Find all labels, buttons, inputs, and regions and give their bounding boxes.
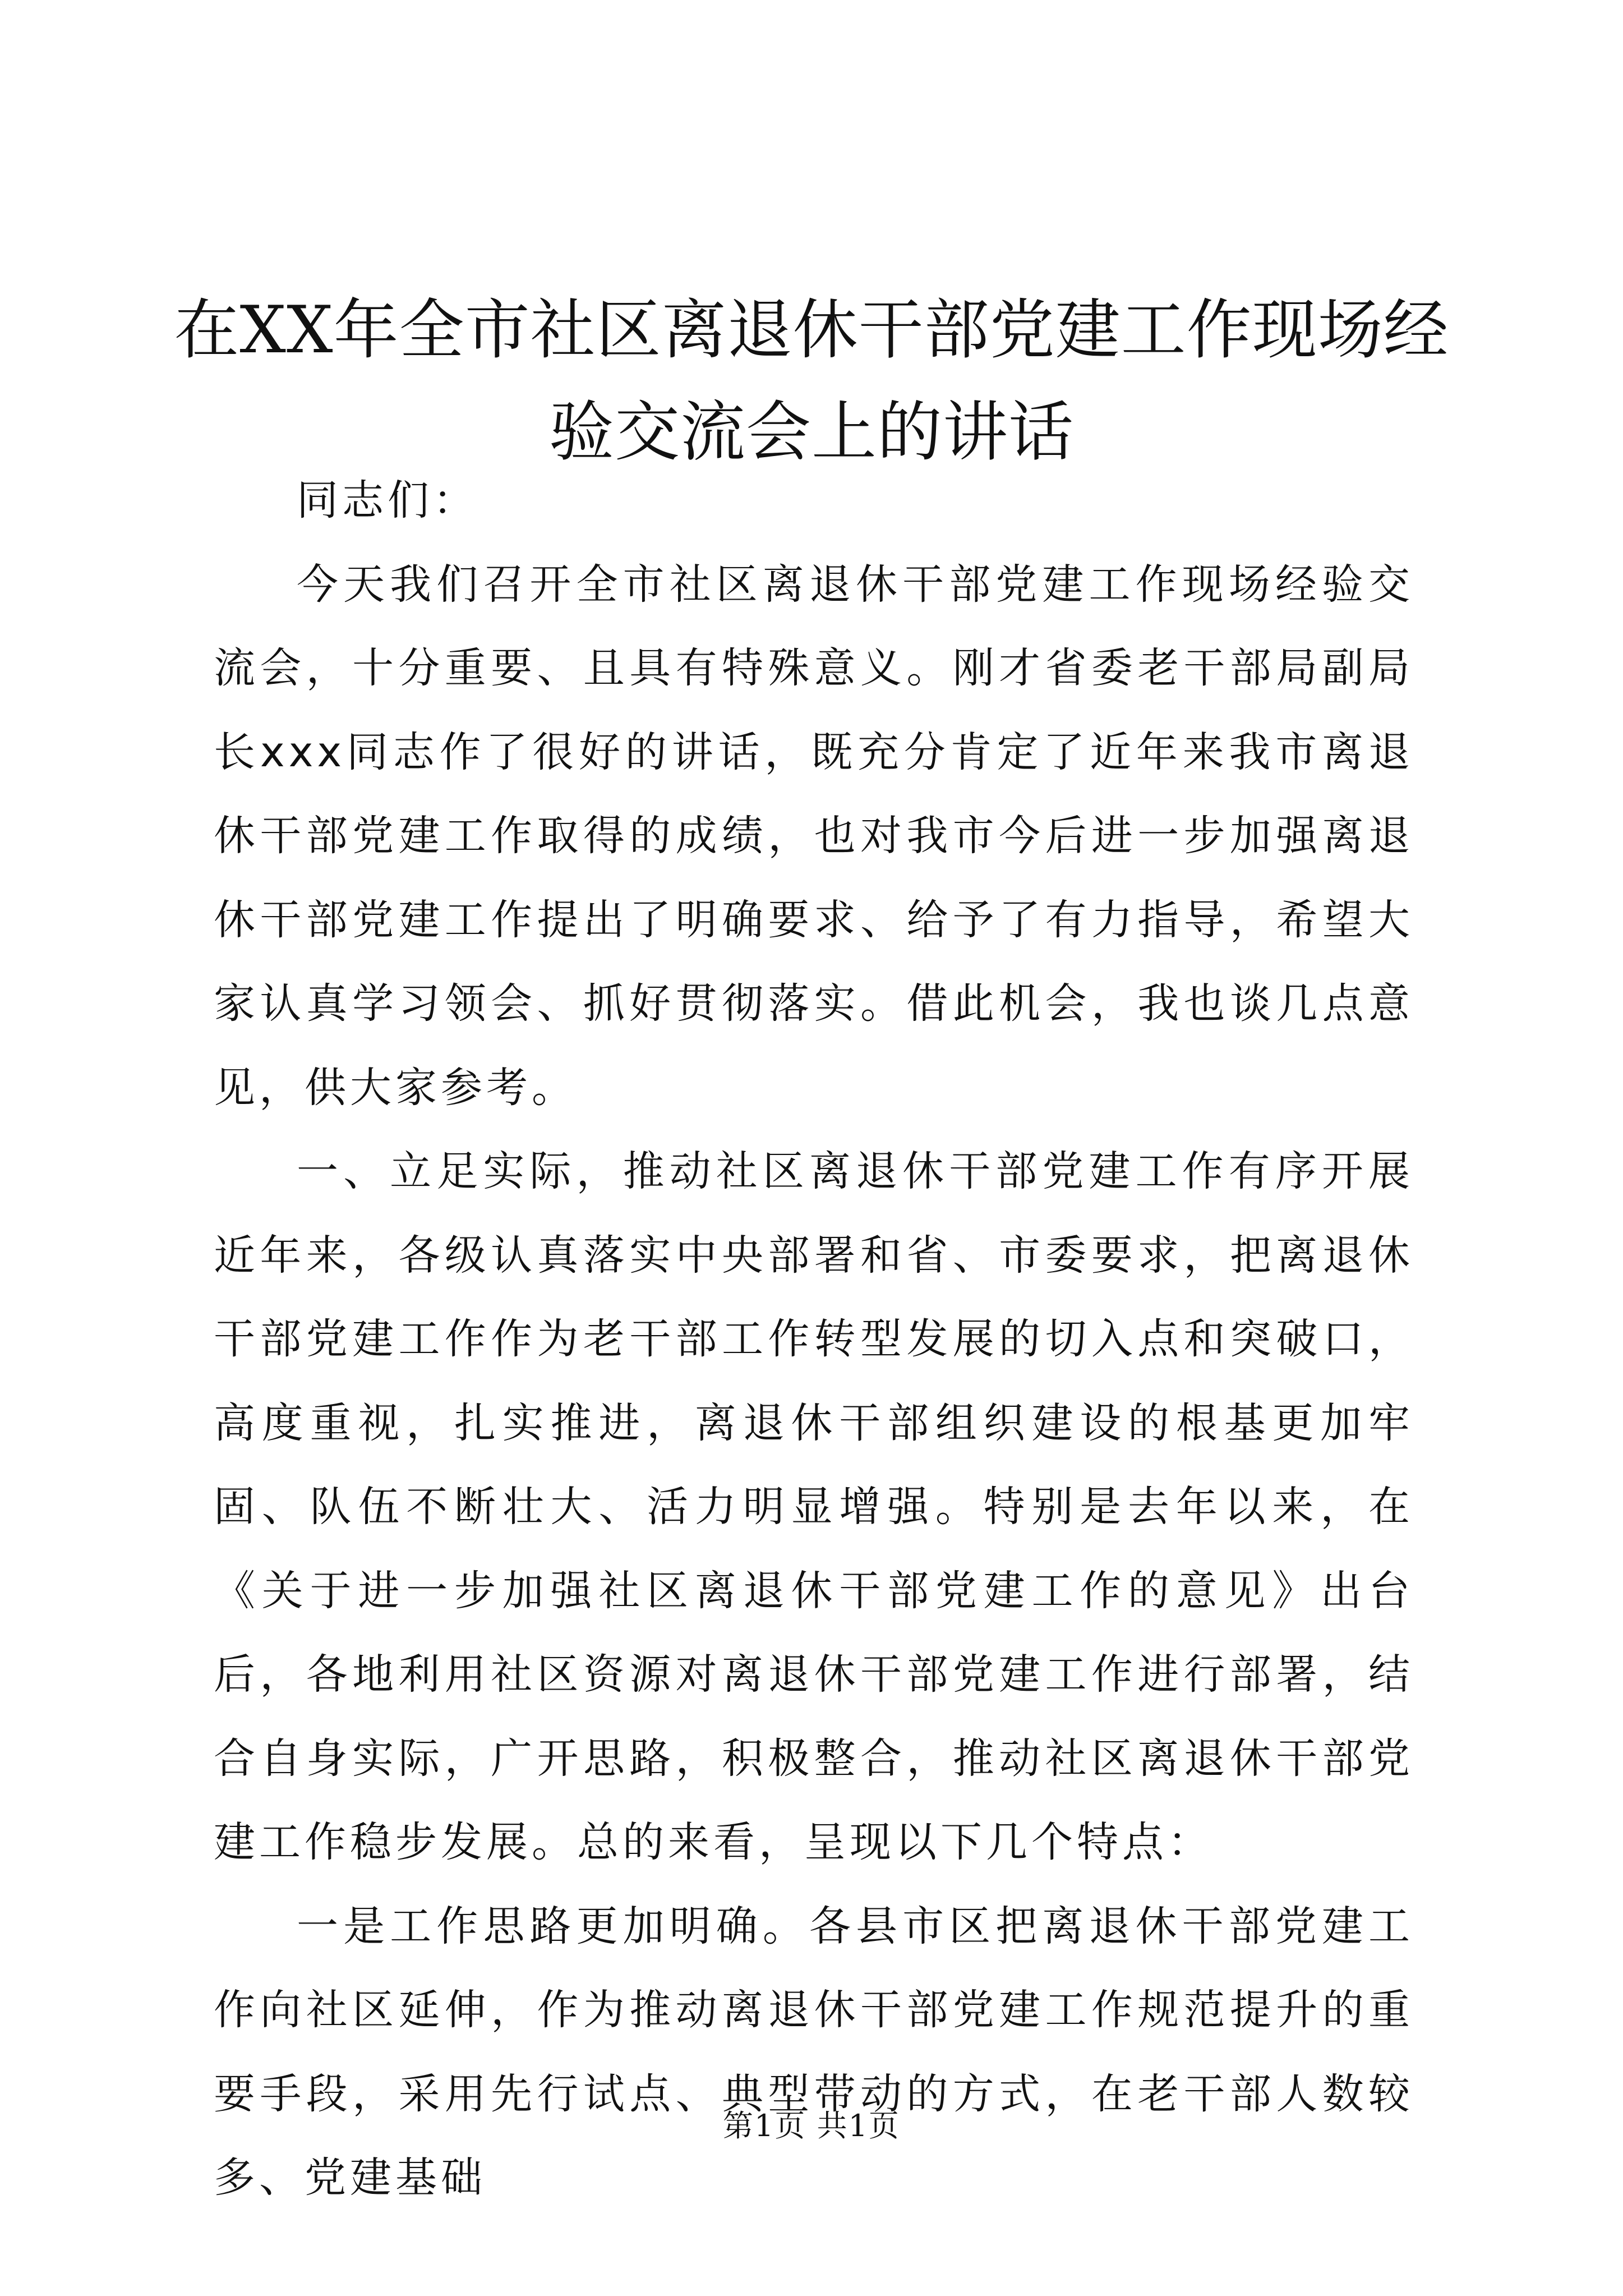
document-title: 在XX年全市社区离退休干部党建工作现场经验交流会上的讲话	[174, 292, 1449, 470]
paragraph-section-one: 一、立足实际，推动社区离退休干部党建工作有序开展近年来，各级认真落实中央部署和省、市委要求，把离退休干部党建工作作为老干部工作转型发展的切入点和突破口，高度重视，扎实推进，离退休干部组织建设的根基更加牢固、队伍不断壮大、活力明显增强。特别是去年以来，在《关于进一步加强社区离退休干部党建工作的意见》出台后，各地利用社区资源对离退休干部党建工作进行部署，结合自身实际，广开思路，积极整合，推动社区离退休干部党建工作稳步发展。总的来看，呈现以下几个特点：	[214, 1147, 1414, 1866]
page-footer: 第1页 共1页	[723, 2108, 900, 2143]
document-body	[214, 459, 1414, 2220]
paragraph-point-one: 一是工作思路更加明确。各县市区把离退休干部党建工作向社区延伸，作为推动离退休干部党建工作规范提升的重要手段，采用先行试点、典型带动的方式，在老干部人数较多、党建基础	[214, 1902, 1414, 2202]
paragraph-intro: 今天我们召开全市社区离退休干部党建工作现场经验交流会，十分重要、且具有特殊意义。刚才省委老干部局副局长xxx同志作了很好的讲话，既充分肯定了近年来我市离退休干部党建工作取得的成绩，也对我市今后进一步加强离退休干部党建工作提出了明确要求、给予了有力指导，希望大家认真学习领会、抓好贯彻落实。借此机会，我也谈几点意见，供大家参考。	[214, 560, 1414, 1112]
paragraph-salutation: 同志们：	[297, 476, 478, 524]
